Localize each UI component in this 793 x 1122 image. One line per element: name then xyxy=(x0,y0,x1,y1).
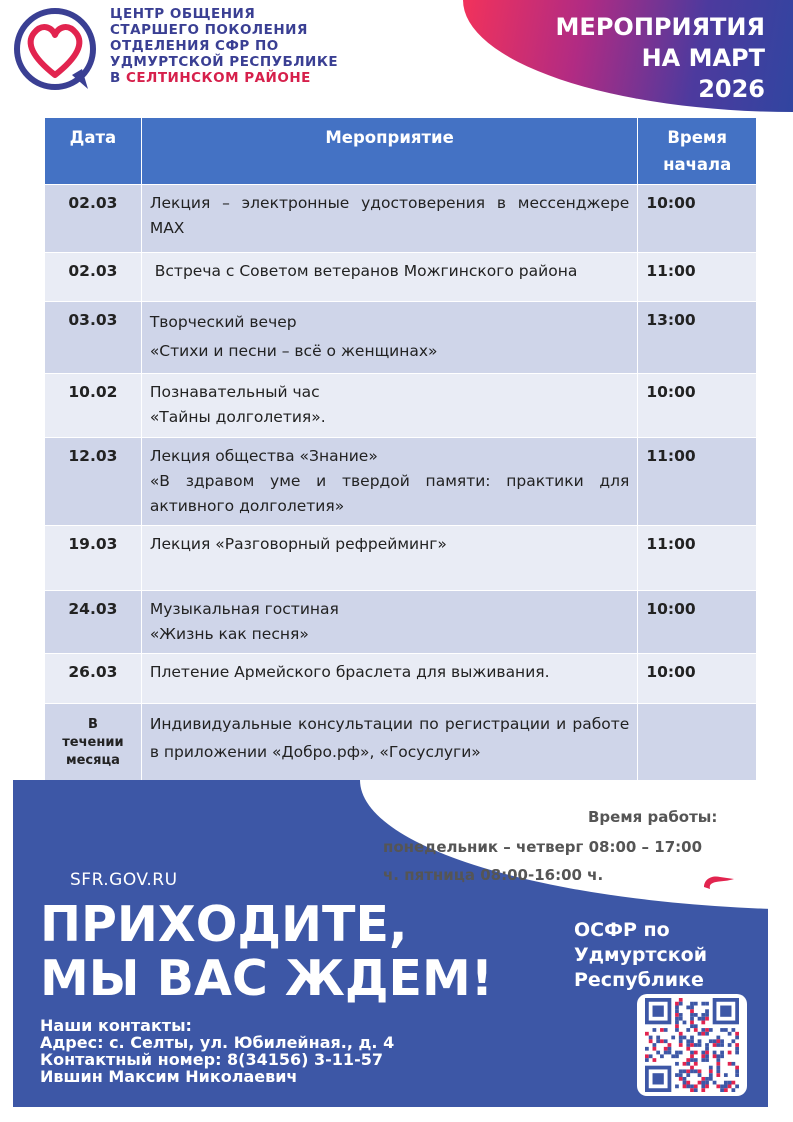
title-line: 2026 xyxy=(698,75,765,103)
column-header-event: Мероприятие xyxy=(141,118,638,185)
event-time: 11:00 xyxy=(638,526,757,591)
event-line: Лекция – электронные удостоверения в мессенджере МАХ xyxy=(149,194,630,237)
organization-name xyxy=(110,6,338,86)
table-row xyxy=(45,253,757,302)
event-name xyxy=(141,654,638,704)
org-line xyxy=(110,70,338,86)
event-time: 11:00 xyxy=(638,438,757,526)
event-date: 02.03 xyxy=(45,253,142,302)
event-time: 10:00 xyxy=(638,591,757,654)
working-hours-line: понедельник – четверг 08:00 – 17:00 xyxy=(383,838,703,856)
event-date-line: месяца xyxy=(65,753,120,768)
table-row xyxy=(45,374,757,438)
qr-code-icon xyxy=(642,998,742,1092)
working-hours-title: Время работы: xyxy=(588,808,718,826)
event-date: 10.02 xyxy=(45,374,142,438)
event-name xyxy=(141,526,638,591)
qr-code[interactable] xyxy=(637,994,747,1096)
column-header-date: Дата xyxy=(45,118,142,185)
event-time: 10:00 xyxy=(638,654,757,704)
sfr-branch-line: Удмуртской xyxy=(574,944,708,966)
contact-address: Адрес: с. Селты, ул. Юбилейная., д. 4 xyxy=(40,1033,395,1052)
org-line-accent: СЕЛТИНСКОМ РАЙОНЕ xyxy=(126,70,311,86)
event-line: Творческий вечер xyxy=(149,313,297,331)
org-line: ЦЕНТР ОБЩЕНИЯ xyxy=(110,6,256,22)
event-time: 11:00 xyxy=(638,253,757,302)
event-line: «Тайны долголетия». xyxy=(149,408,326,426)
sfr-logo-icon xyxy=(700,873,750,901)
event-name xyxy=(141,591,638,654)
contacts-title: Наши контакты: xyxy=(40,1016,192,1035)
center-logo-icon xyxy=(12,5,98,95)
working-hours-line: ч. пятница 08:00-16:00 ч. xyxy=(383,866,604,884)
table-row xyxy=(45,438,757,526)
event-name xyxy=(141,438,638,526)
event-line: «Жизнь как песня» xyxy=(149,625,309,643)
event-date: 02.03 xyxy=(45,185,142,253)
sfr-branch-line: Республике xyxy=(574,969,704,991)
slogan-line: МЫ ВАС ЖДЕМ! xyxy=(40,950,494,1007)
event-time: 10:00 xyxy=(638,374,757,438)
contact-person: Ившин Максим Николаевич xyxy=(40,1067,298,1086)
website-link[interactable]: SFR.GOV.RU xyxy=(70,870,178,890)
event-line: Лекция общества «Знание» xyxy=(149,447,378,465)
slogan xyxy=(40,898,493,1006)
event-date-line: В xyxy=(87,717,98,732)
event-line: Плетение Армейского браслета для выживания. xyxy=(149,663,550,681)
event-time: 13:00 xyxy=(638,302,757,374)
sfr-branch-name xyxy=(574,918,707,993)
org-line: СТАРШЕГО ПОКОЛЕНИЯ xyxy=(110,22,308,38)
event-name xyxy=(141,253,638,302)
event-date: 03.03 xyxy=(45,302,142,374)
event-line: «В здравом уме и твердой памяти: практики для активного долголетия» xyxy=(149,472,630,515)
sfr-branch-line: ОСФР по xyxy=(574,919,670,941)
event-line: Индивидуальные консультации по регистрации и работе в приложении «Добро.рф», «Госуслуги» xyxy=(149,715,630,761)
table-row xyxy=(45,302,757,374)
event-line: Музыкальная гостиная xyxy=(149,600,339,618)
event-name xyxy=(141,185,638,253)
table-row xyxy=(45,526,757,591)
contacts-block xyxy=(40,1017,394,1085)
event-time: 10:00 xyxy=(638,185,757,253)
title-line: МЕРОПРИЯТИЯ xyxy=(555,13,765,41)
table-row xyxy=(45,654,757,704)
event-line: Встреча с Советом ветеранов Можгинского района xyxy=(149,262,578,280)
event-date: 24.03 xyxy=(45,591,142,654)
event-line: «Стихи и песни – всё о женщинах» xyxy=(149,342,438,360)
title-line: НА МАРТ xyxy=(641,44,765,72)
event-name xyxy=(141,374,638,438)
contact-phone: Контактный номер: 8(34156) 3-11-57 xyxy=(40,1050,383,1069)
event-date: 19.03 xyxy=(45,526,142,591)
event-date: 12.03 xyxy=(45,438,142,526)
org-line: ОТДЕЛЕНИЯ СФР ПО xyxy=(110,38,279,54)
table-row xyxy=(45,185,757,253)
column-header-time-line: Время xyxy=(667,128,727,147)
event-date: 26.03 xyxy=(45,654,142,704)
org-line: УДМУРТСКОЙ РЕСПУБЛИКЕ xyxy=(110,54,339,70)
event-line: Познавательный час xyxy=(149,383,320,401)
events-table xyxy=(44,117,757,804)
table-row xyxy=(45,591,757,654)
table-header-row xyxy=(45,118,757,185)
event-date-line: течении xyxy=(62,735,124,750)
page-title xyxy=(556,12,765,105)
slogan-line: ПРИХОДИТЕ, xyxy=(40,896,408,953)
column-header-time-line: начала xyxy=(663,155,732,174)
column-header-time xyxy=(638,118,757,185)
org-line-prefix: В xyxy=(110,70,126,86)
event-name xyxy=(141,302,638,374)
event-line: Лекция «Разговорный рефрейминг» xyxy=(149,535,447,553)
